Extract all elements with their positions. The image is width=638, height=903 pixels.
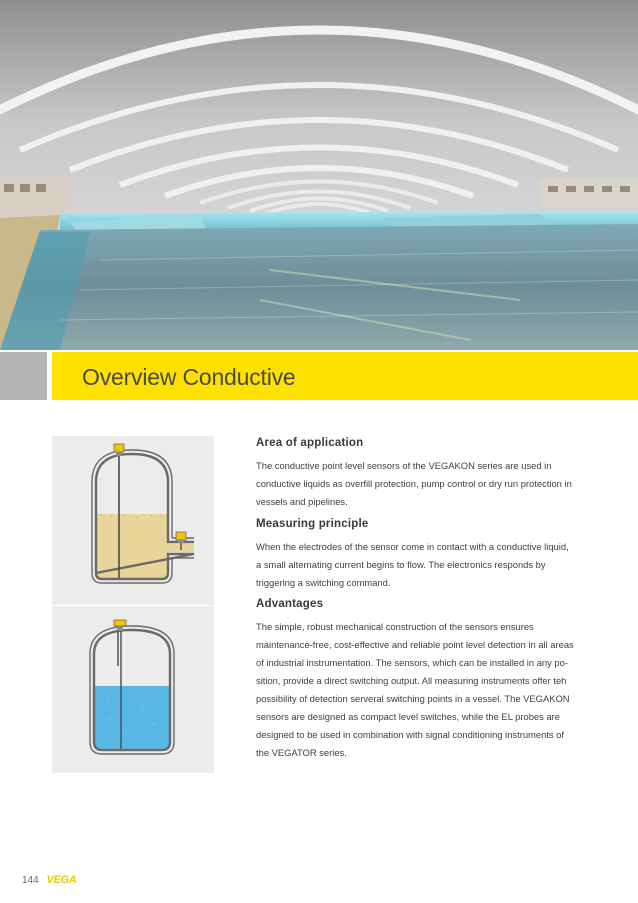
page-title: Overview Conductive bbox=[82, 364, 296, 390]
body-line: sition, provide a direct switching output. All measuring instruments offer teh bbox=[256, 675, 567, 686]
section-heading: Advantages bbox=[256, 598, 324, 610]
body-line: possibility of detection serveral switching points in a vessel. The VEGAKON bbox=[256, 693, 570, 704]
body-line: conductive liquids as overfill protection, pump control or dry run protection in bbox=[256, 478, 572, 489]
section-heading: Measuring principle bbox=[256, 518, 369, 530]
body-line: designed to be used in combination with signal conditioning instruments of bbox=[256, 729, 565, 740]
section-heading: Area of application bbox=[256, 437, 364, 449]
section-body bbox=[256, 618, 596, 762]
body-line: triggering a switching command. bbox=[256, 577, 391, 588]
body-line: maintenance-free, cost-effective and reliable point level detection in all areas bbox=[256, 639, 574, 650]
section-area-of-application bbox=[256, 437, 596, 511]
body-line: The conductive point level sensors of the VEGAKON series are used in bbox=[256, 460, 552, 471]
section-advantages bbox=[256, 598, 596, 762]
body-line: The simple, robust mechanical construction of the sensors ensures bbox=[256, 621, 534, 632]
water-reservoir-photo bbox=[0, 0, 638, 350]
banner-gray-block bbox=[0, 352, 47, 400]
vessel-diagram-tan-liquid bbox=[52, 436, 214, 605]
body-line: a small alternating current begins to flow. The electronics responds by bbox=[256, 559, 546, 570]
page-footer bbox=[22, 874, 76, 886]
body-line: of industrial instrumentation. The sensors, which can be installed in any po- bbox=[256, 657, 568, 668]
page-number: 144 bbox=[22, 874, 39, 886]
section-body bbox=[256, 457, 596, 511]
body-line: When the electrodes of the sensor come in contact with a conductive liquid, bbox=[256, 541, 569, 552]
body-line: sensors are designed as compact level switches, while the EL probes are bbox=[256, 711, 560, 722]
section-measuring-principle bbox=[256, 518, 596, 592]
vega-logo: VEGA bbox=[46, 874, 77, 886]
body-line: vessels and pipelines. bbox=[256, 496, 348, 507]
section-body bbox=[256, 538, 596, 592]
vessel-diagram-blue-liquid bbox=[52, 606, 214, 773]
body-line: the VEGATOR series. bbox=[256, 747, 347, 758]
